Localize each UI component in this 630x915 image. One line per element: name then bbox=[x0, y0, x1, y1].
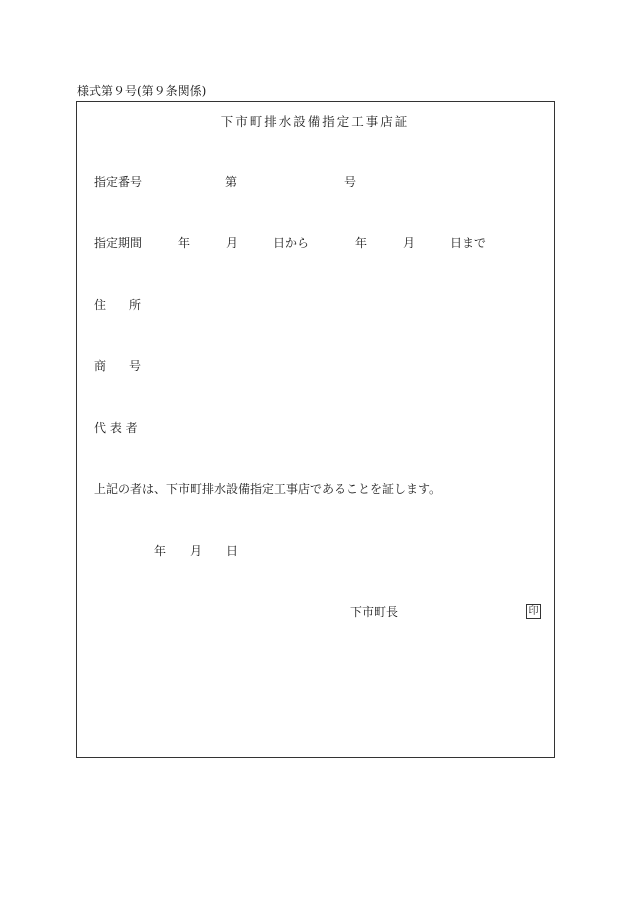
document-title: 下市町排水設備指定工事店証 bbox=[220, 114, 410, 129]
period-start-month: 月 bbox=[226, 236, 239, 250]
trade-name-label-char-1: 商 bbox=[94, 359, 107, 373]
designation-number-prefix: 第 bbox=[225, 175, 238, 189]
certification-text: 上記の者は、下市町排水設備指定工事店であることを証します。 bbox=[94, 482, 442, 496]
period-start-day: 日から bbox=[273, 236, 310, 250]
period-end-day: 日まで bbox=[450, 236, 487, 250]
trade-name-label-char-2: 号 bbox=[129, 359, 142, 373]
period-start-year: 年 bbox=[178, 236, 191, 250]
issuer-name: 下市町長 bbox=[350, 605, 399, 619]
address-label-char-1: 住 bbox=[94, 298, 107, 312]
designation-number-label: 指定番号 bbox=[94, 175, 143, 189]
address-label-char-2: 所 bbox=[129, 298, 142, 312]
designation-period-label: 指定期間 bbox=[94, 236, 143, 250]
date-year: 年 bbox=[154, 544, 167, 558]
date-month: 月 bbox=[190, 544, 203, 558]
seal-mark: 印 bbox=[526, 604, 541, 619]
date-day: 日 bbox=[226, 544, 239, 558]
period-end-year: 年 bbox=[355, 236, 368, 250]
period-end-month: 月 bbox=[403, 236, 416, 250]
form-number-label: 様式第９号(第９条関係) bbox=[77, 84, 207, 98]
designation-number-suffix: 号 bbox=[344, 175, 357, 189]
representative-label: 代 表 者 bbox=[94, 421, 138, 435]
certificate-frame bbox=[76, 101, 555, 758]
